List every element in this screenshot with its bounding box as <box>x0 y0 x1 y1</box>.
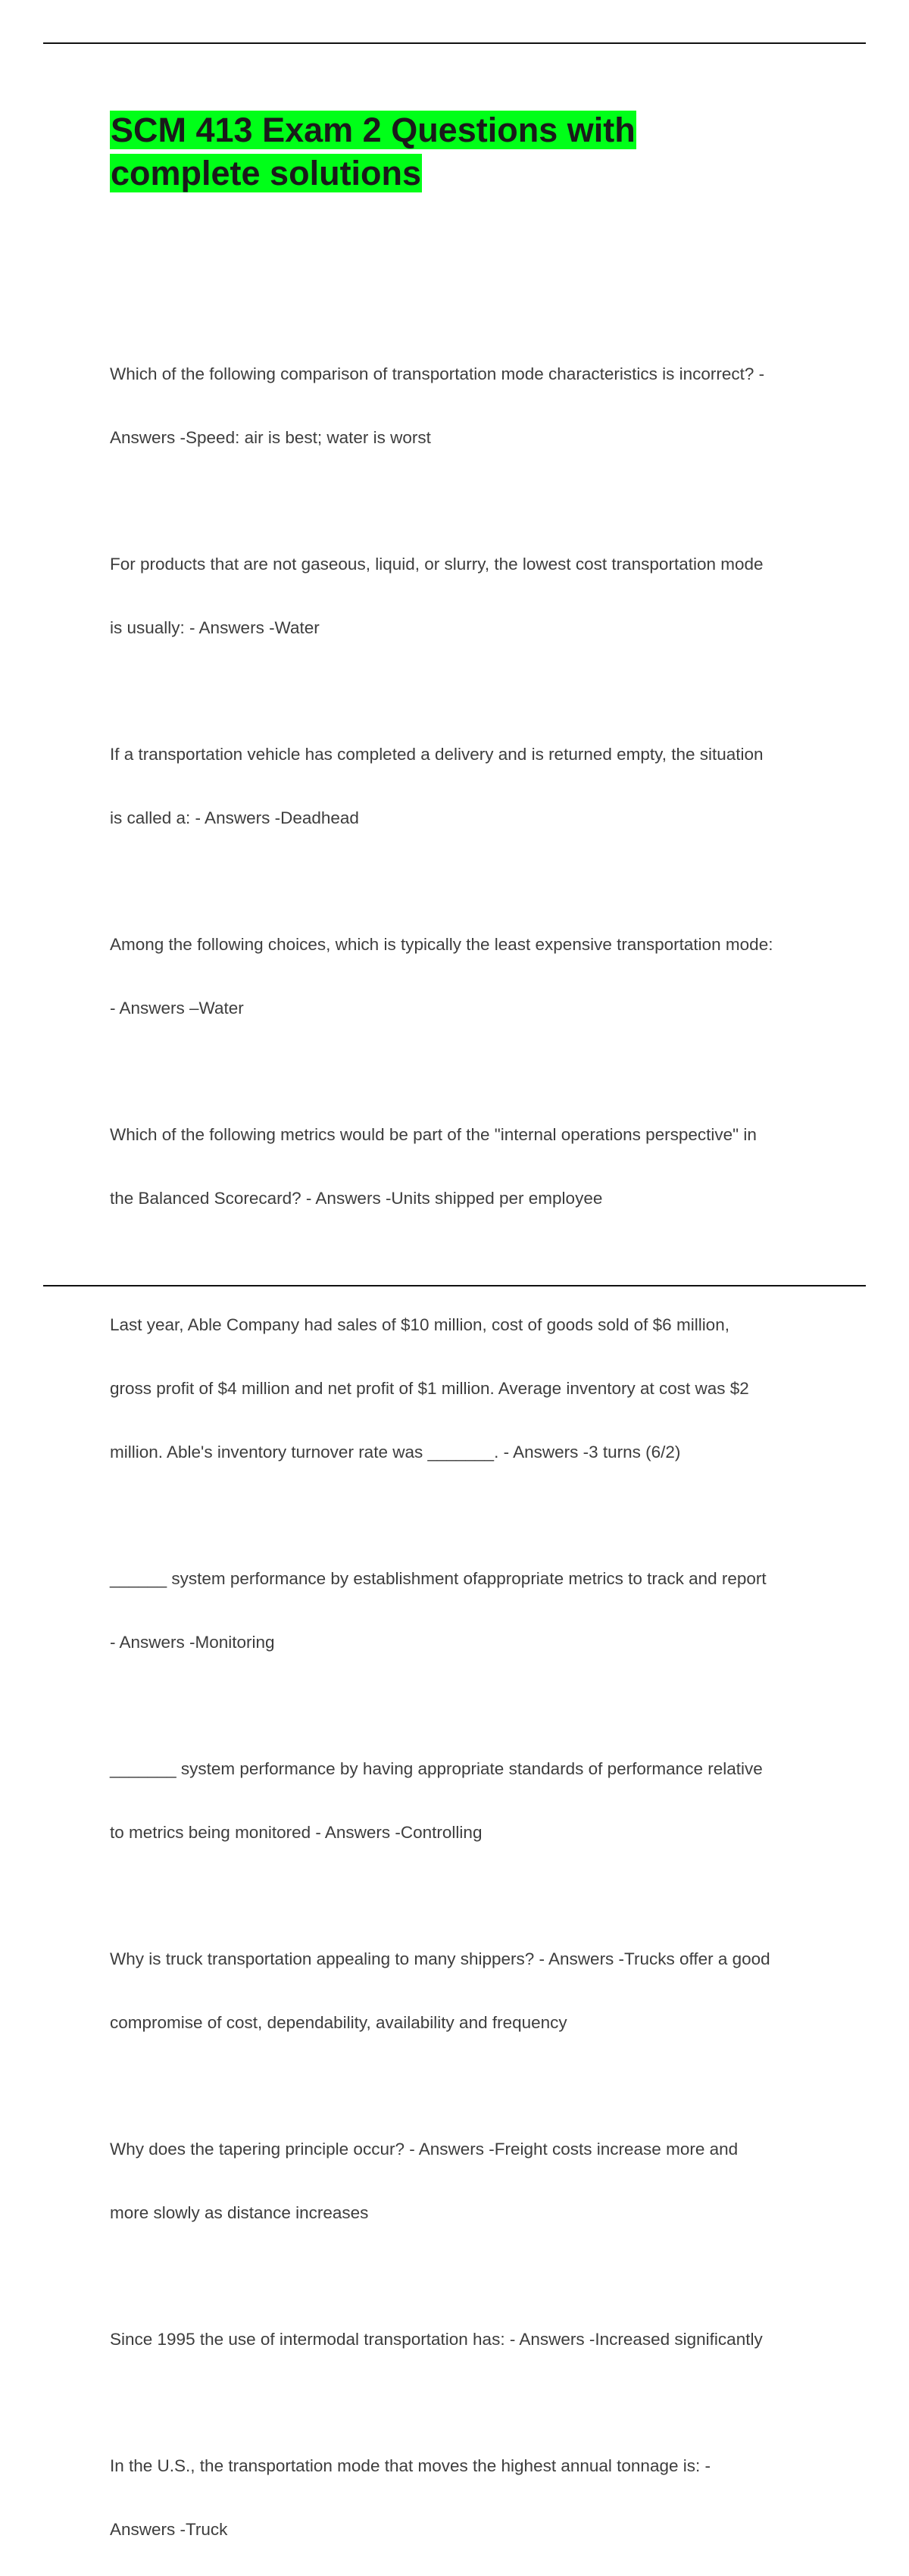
qa-item <box>110 702 826 871</box>
qa-item <box>110 892 826 1061</box>
bottom-rule <box>43 1285 866 1286</box>
qa-line: In the U.S., the transportation mode that moves the highest annual tonnage is: - <box>110 2456 711 2475</box>
top-rule <box>43 42 866 44</box>
qa-item <box>110 321 826 491</box>
qa-line: Since 1995 the use of intermodal transportation has: - Answers -Increased significantly <box>110 2330 763 2349</box>
title-highlight <box>110 111 636 192</box>
qa-line: compromise of cost, dependability, availability and frequency <box>110 2013 567 2032</box>
qa-line: Which of the following metrics would be part of the "internal operations perspective" in <box>110 1125 757 1144</box>
qa-line: is called a: - Answers -Deadhead <box>110 808 359 827</box>
question-answer-list <box>110 321 826 2576</box>
qa-item <box>110 1906 826 2076</box>
qa-line: For products that are not gaseous, liquid, or slurry, the lowest cost transportation mode <box>110 555 764 574</box>
qa-item <box>110 2413 826 2576</box>
qa-line: to metrics being monitored - Answers -Controlling <box>110 1823 483 1842</box>
qa-item <box>110 2096 826 2266</box>
title-line-1: SCM 413 Exam 2 Questions with <box>111 111 636 149</box>
qa-line: is usually: - Answers -Water <box>110 618 320 637</box>
qa-line: _______ system performance by having appropriate standards of performance relative <box>110 1759 763 1778</box>
qa-item <box>110 511 826 681</box>
qa-line: gross profit of $4 million and net profit of $1 million. Average inventory at cost was $2 <box>110 1379 749 1398</box>
qa-line: - Answers -Monitoring <box>110 1633 275 1652</box>
qa-item <box>110 2287 826 2393</box>
qa-item <box>110 1716 826 1886</box>
qa-line: million. Able's inventory turnover rate was _______. - Answers -3 turns (6/2) <box>110 1443 681 1462</box>
qa-line: - Answers –Water <box>110 999 244 1018</box>
qa-line: Answers -Truck <box>110 2520 228 2539</box>
qa-line: Why is truck transportation appealing to many shippers? - Answers -Trucks offer a good <box>110 1949 770 1968</box>
qa-item <box>110 1082 826 1252</box>
document-title <box>110 108 792 195</box>
qa-item <box>110 1272 826 1505</box>
qa-line: the Balanced Scorecard? - Answers -Units shipped per employee <box>110 1189 603 1208</box>
qa-line: Last year, Able Company had sales of $10 million, cost of goods sold of $6 million, <box>110 1315 729 1334</box>
qa-line: Among the following choices, which is typically the least expensive transportation mode: <box>110 935 773 954</box>
qa-line: ______ system performance by establishment ofappropriate metrics to track and report <box>110 1569 767 1588</box>
qa-line: more slowly as distance increases <box>110 2203 369 2222</box>
qa-line: Which of the following comparison of transportation mode characteristics is incorrect? - <box>110 364 765 383</box>
qa-line: Answers -Speed: air is best; water is worst <box>110 428 431 447</box>
title-line-2: complete solutions <box>111 154 422 192</box>
qa-line: Why does the tapering principle occur? - Answers -Freight costs increase more and <box>110 2140 739 2159</box>
qa-item <box>110 1526 826 1696</box>
qa-line: If a transportation vehicle has completed a delivery and is returned empty, the situation <box>110 745 764 764</box>
